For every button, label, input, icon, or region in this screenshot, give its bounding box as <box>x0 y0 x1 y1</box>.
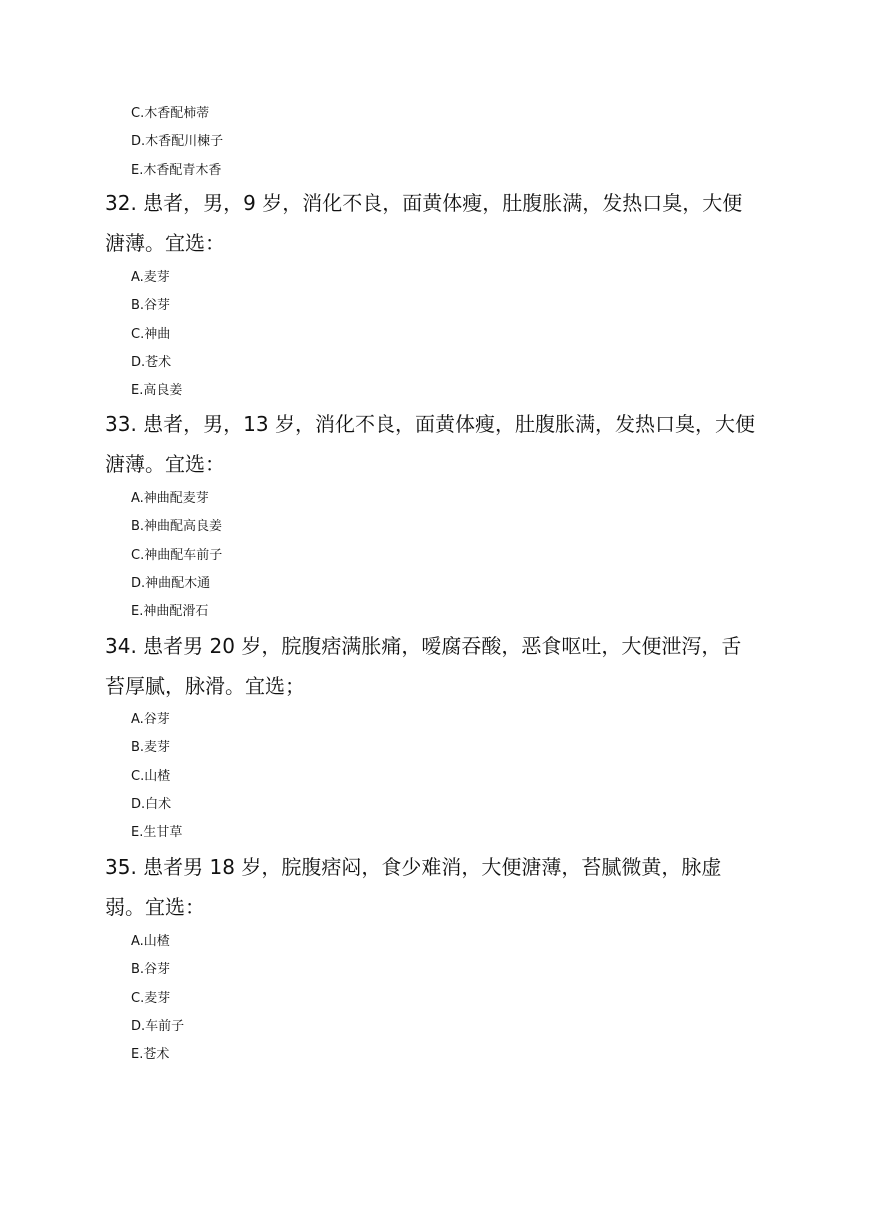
question-text-line: 溏薄。宜选： <box>105 452 225 476</box>
option-d: D.车前子 <box>131 1018 185 1034</box>
option-a: A.麦芽 <box>131 270 170 285</box>
option-c: C.麦芽 <box>131 990 171 1006</box>
option-b: B.谷芽 <box>131 962 171 978</box>
question-text-line: 弱。宜选： <box>105 895 205 919</box>
option-a: A.神曲配麦芽 <box>131 491 209 506</box>
question-text-line: 32. 患者，男，9 岁，消化不良，面黄体瘦，肚腹胀满，发热口臭，大便 <box>105 191 743 215</box>
question-34-options <box>131 706 731 847</box>
question-text-line: 34. 患者男 20 岁，脘腹痞满胀痛，嗳腐吞酸，恶食呕吐，大便泄泻，舌 <box>105 634 742 658</box>
option-d: D.苍术 <box>131 354 172 370</box>
option-c: C.神曲配车前子 <box>131 547 223 563</box>
question-35-options <box>131 928 731 1069</box>
option-a: A.谷芽 <box>131 712 170 727</box>
question-33 <box>105 404 765 484</box>
option-e: E.木香配青木香 <box>131 162 222 178</box>
question-text-line: 33. 患者，男，13 岁，消化不良，面黄体瘦，肚腹胀满，发热口臭，大便 <box>105 412 755 436</box>
option-c: C.山楂 <box>131 768 171 784</box>
option-e: E.生甘草 <box>131 825 183 841</box>
question-32 <box>105 183 765 263</box>
question-34 <box>105 626 765 706</box>
question-32-options <box>131 264 731 405</box>
option-e: E.苍术 <box>131 1047 170 1063</box>
option-d: D.神曲配木通 <box>131 575 211 591</box>
option-d: D.白术 <box>131 796 172 812</box>
question-text-line: 苔厚腻，脉滑。宜选； <box>105 674 305 698</box>
option-a: A.山楂 <box>131 934 170 949</box>
option-b: B.谷芽 <box>131 298 171 314</box>
option-e: E.高良姜 <box>131 383 183 399</box>
option-c: C.木香配柿蒂 <box>131 106 210 121</box>
leading-options <box>131 100 731 185</box>
question-text-line: 35. 患者男 18 岁，脘腹痞闷，食少难消，大便溏薄，苔腻微黄，脉虚 <box>105 855 722 879</box>
option-b: B.麦芽 <box>131 740 171 756</box>
option-d: D.木香配川楝子 <box>131 134 224 150</box>
option-c: C.神曲 <box>131 326 171 342</box>
question-33-options <box>131 485 731 626</box>
question-35 <box>105 847 765 927</box>
option-b: B.神曲配高良姜 <box>131 519 223 535</box>
option-e: E.神曲配滑石 <box>131 604 209 620</box>
question-text-line: 溏薄。宜选： <box>105 231 225 255</box>
